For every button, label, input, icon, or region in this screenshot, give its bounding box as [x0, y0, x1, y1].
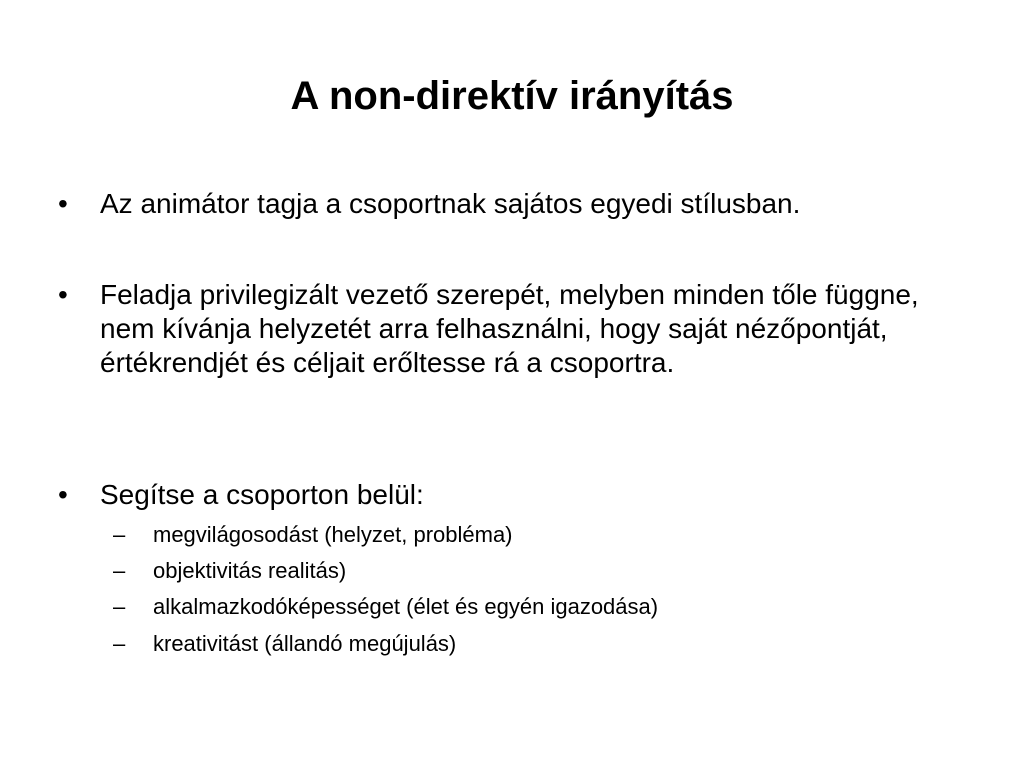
sub-bullet-marker: – [113, 594, 126, 619]
sub-list-item [113, 558, 913, 584]
sub-list-item [113, 594, 913, 620]
sub-item-text: megvilágosodást (helyzet, probléma) [153, 522, 513, 547]
bullet-text: Az animátor tagja a csoportnak sajátos egyedi stílusban. [100, 188, 801, 219]
sub-item-text: kreativitást (állandó megújulás) [153, 631, 457, 656]
bullet-marker: • [58, 279, 68, 310]
bullet-text: Segítse a csoporton belül: [100, 479, 424, 510]
bullet-marker: • [58, 188, 68, 219]
sub-bullet-marker: – [113, 522, 126, 547]
sub-bullet-marker: – [113, 631, 126, 656]
sub-list-item [113, 631, 913, 657]
sub-list-item [113, 522, 913, 548]
sub-bullet-marker: – [113, 558, 126, 583]
sub-item-text: alkalmazkodóképességet (élet és egyén igazodása) [153, 594, 659, 619]
slide-title: A non-direktív irányítás [290, 74, 734, 118]
bullet-item [58, 478, 958, 512]
bullet-marker: • [58, 479, 68, 510]
sub-item-text: objektivitás realitás) [153, 558, 347, 583]
bullet-item [58, 187, 958, 221]
bullet-text: Feladja privilegizált vezető szerepét, melyben minden tőle függne, nem kívánja helyzetét arra felhasználni, hogy saját nézőpontját, értékrendjét és céljait erőltesse rá a csoportra. [100, 279, 919, 378]
bullet-item [58, 278, 938, 380]
